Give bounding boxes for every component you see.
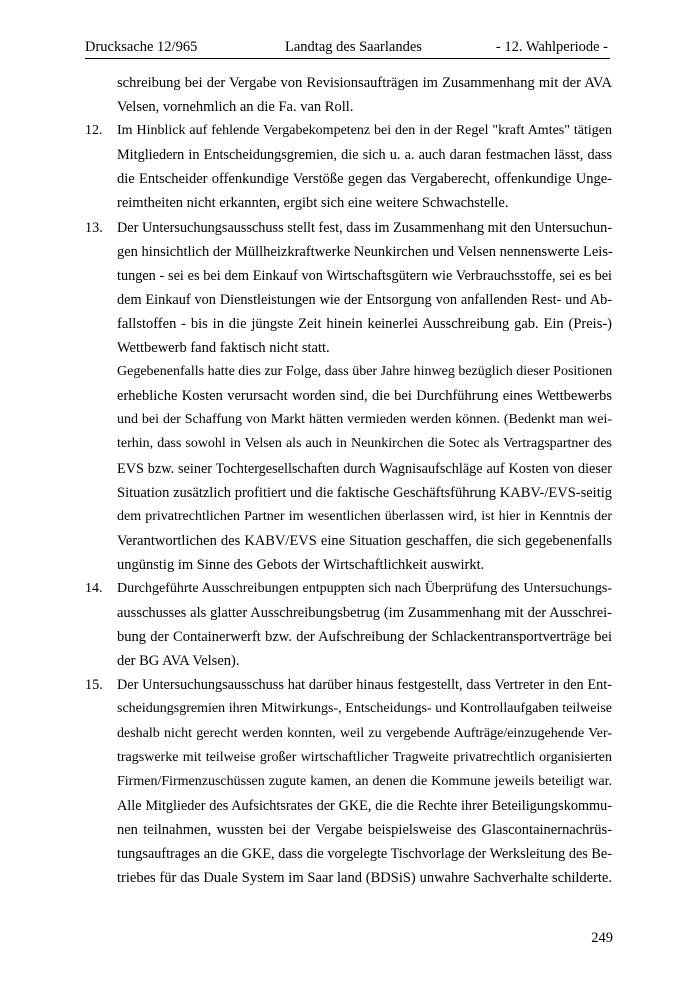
text-line: schreibung bei der Vergabe von Revisionsaufträgen im Zusammenhang mit der AVA: [117, 75, 612, 91]
text-line: dem Einkauf von Dienstleistungen wie der Entsorgung von anfallenden Rest- und Ab-: [117, 291, 612, 308]
page-number: 249: [591, 930, 613, 946]
text-line: ausschusses als glatter Ausschreibungsbetrug (im Zusammenhang mit der Ausschrei-: [117, 605, 612, 622]
text-line: Der Untersuchungsausschuss hat darüber hinaus festgestellt, dass Vertreter in den Ent-: [117, 677, 612, 694]
text-line: terhin, dass sowohl in Velsen als auch in Neunkirchen die Sotec als Vertragspartner des: [117, 436, 612, 452]
item-number: 14.: [85, 580, 103, 596]
text-line: und bei der Schaffung von Markt hätten vermieden werden können. (Bedenkt man wei-: [117, 412, 612, 428]
text-line: Der Untersuchungsausschuss stellt fest, dass im Zusammenhang mit den Untersuchun-: [117, 219, 612, 236]
text-line: deshalb nicht gerecht werden konnten, weil zu vergebende Aufträge/einzugehende Ver-: [117, 725, 612, 741]
text-line: reimtheiten nicht erkannten, ergibt sich eine weitere Schwachstelle.: [117, 195, 509, 212]
text-line: tragswerke mit teilweise großer wirtschaftlicher Tragweite privatrechtlich organisierten: [117, 749, 612, 765]
text-line: Mitgliedern in Entscheidungsgremien, die sich u. a. auch daran festmachen lässt, dass: [117, 147, 612, 164]
legislative-period: - 12. Wahlperiode -: [495, 39, 608, 55]
item-number: 15.: [85, 677, 103, 694]
text-line: ungünstig im Sinne des Gebots der Wirtschaftlichkeit auswirkt.: [117, 556, 485, 573]
document-body: [85, 71, 612, 890]
item-12-line: [85, 119, 612, 143]
item-13-line: [85, 216, 612, 240]
text-line: scheidungsgremien ihren Mitwirkungs-, Entscheidungs- und Kontrollaufgaben teilweise: [117, 701, 612, 717]
item-number: 13.: [85, 219, 103, 236]
text-line: Velsen, vornehmlich an die Fa. van Roll.: [117, 99, 354, 116]
document-number: Drucksache 12/965: [85, 39, 198, 55]
text-line: Firmen/Firmenzuschüssen zugute kamen, an denen die Kommune jeweils beteiligt war.: [117, 773, 612, 789]
text-line: nen teilnahmen, wussten bei der Vergabe beispielsweise des Glascontainernachrüs-: [117, 821, 612, 838]
text-line: der BG AVA Velsen).: [117, 653, 240, 670]
text-line: bung der Containerwerft bzw. der Aufschreibung der Schlackentransportverträge bei: [117, 629, 612, 646]
text-line: die Entscheider offenkundige Verstöße gegen das Vergaberecht, offenkundige Unge-: [117, 171, 612, 188]
text-line: erhebliche Kosten verursacht worden sind, die bei Durchführung eines Wettbewerbs: [117, 388, 612, 405]
page-header: [85, 36, 610, 59]
text-line: tungsauftrages an die GKE, dass die vorgelegte Tischvorlage der Werksleitung des Be-: [117, 846, 612, 862]
text-line: triebes für das Duale System im Saar land (BDSiS) unwahre Sachverhalte schilderte.: [117, 870, 612, 887]
text-line: Durchgeführte Ausschreibungen entpuppten sich nach Überprüfung des Untersuchungs-: [117, 580, 612, 596]
parliament-name: Landtag des Saarlandes: [285, 39, 422, 55]
item-number: 12.: [85, 123, 103, 139]
text-line: Verantwortlichen des KABV/EVS eine Situation geschaffen, die sich gegebenenfalls: [117, 532, 612, 549]
item-15-line: [85, 673, 612, 697]
text-line: EVS bzw. seiner Tochtergesellschaften durch Wagnisaufschläge auf Kosten von dieser: [117, 460, 612, 477]
text-line: tungen - sei es bei dem Einkauf von Wirtschaftsgütern wie Verbrauchsstoffe, sei es bei: [117, 267, 612, 284]
text-line: fallstoffen - bis in die jüngste Zeit hinein keinerlei Ausschreibung gab. Ein (Preis-): [117, 315, 612, 332]
text-line: Alle Mitglieder des Aufsichtsrates der GKE, die die Rechte ihrer Beteiligungskommu-: [117, 797, 612, 814]
text-line: dem privatrechtlichen Partner im wesentlichen überlassen wird, ist hier in Kenntnis der: [117, 508, 612, 524]
text-line: Wettbewerb fand faktisch nicht statt.: [117, 340, 330, 357]
text-line: Im Hinblick auf fehlende Vergabekompetenz bei den in der Regel "kraft Amtes" tätigen: [117, 123, 612, 139]
text-line: Situation zusätzlich profitiert und die faktische Geschäftsführung KABV-/EVS-seitig: [117, 484, 612, 501]
item-14-line: [85, 577, 612, 601]
text-line: gen hinsichtlich der Müllheizkraftwerke Neunkirchen und Velsen nennenswerte Leis-: [117, 243, 613, 260]
text-line: Gegebenenfalls hatte dies zur Folge, dass über Jahre hinweg bezüglich dieser Positionen: [117, 364, 613, 380]
